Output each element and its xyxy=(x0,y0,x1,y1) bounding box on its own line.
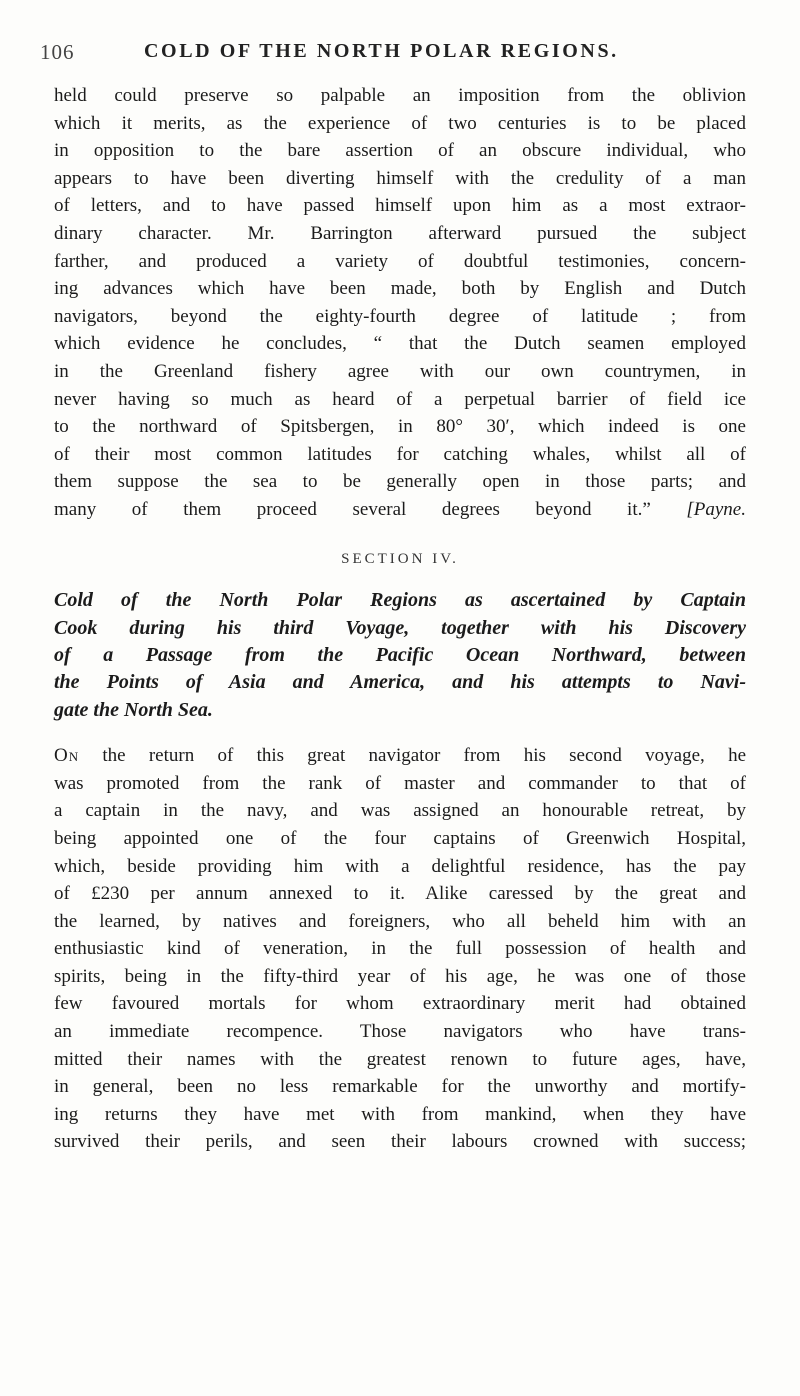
drop-word: On xyxy=(54,745,80,767)
text-line: ing returns they have met with from mankind, when they have xyxy=(54,1103,746,1125)
text-line: spirits, being in the fifty-third year of his age, he was one of those xyxy=(54,965,746,987)
running-head: COLD OF THE NORTH POLAR REGIONS. xyxy=(144,40,619,62)
text-line: of their most common latitudes for catching whales, whilst all of xyxy=(54,443,746,465)
text-line: which evidence he concludes, “ that the Dutch seamen employed xyxy=(54,333,746,355)
section-title-line: gate the North Sea. xyxy=(54,698,213,721)
text-line: the learned, by natives and foreigners, who all beheld him with an xyxy=(54,910,746,932)
text-line: survived their perils, and seen their labours crowned with success; xyxy=(54,1131,746,1153)
section-title-line: of a Passage from the Pacific Ocean Northward, between xyxy=(54,643,746,666)
attribution: [Payne. xyxy=(686,498,746,520)
page-body xyxy=(54,82,746,1156)
text-line: in the Greenland fishery agree with our own countrymen, in xyxy=(54,360,746,382)
text-line: the return of this great navigator from his second voyage, he xyxy=(102,745,746,767)
section-title-line: Cook during his third Voyage, together with his Discovery xyxy=(54,616,746,639)
text-line: held could preserve so palpable an imposition from the oblivion xyxy=(54,85,746,106)
text-line: which it merits, as the experience of two centuries is to be placed xyxy=(54,112,746,134)
text-line: mitted their names with the greatest renown to future ages, have, xyxy=(54,1048,746,1070)
text-line: was promoted from the rank of master and commander to that of xyxy=(54,772,746,794)
text-line: many of them proceed several degrees beyond it.” xyxy=(54,498,651,520)
text-line: never having so much as heard of a perpetual barrier of field ice xyxy=(54,388,746,410)
paragraph-continued xyxy=(54,82,746,524)
paragraph-section-body xyxy=(54,742,746,1156)
section-title xyxy=(54,587,746,724)
text-line: navigators, beyond the eighty-fourth degree of latitude ; from xyxy=(54,305,746,327)
text-line-first xyxy=(54,742,746,770)
text-line: ing advances which have been made, both by English and Dutch xyxy=(54,278,746,300)
text-line: which, beside providing him with a delightful residence, has the pay xyxy=(54,855,746,877)
text-line: to the northward of Spitsbergen, in 80° 30′, which indeed is one xyxy=(54,416,746,438)
text-line: of £230 per annum annexed to it. Alike caressed by the great and xyxy=(54,883,746,905)
section-title-line: Cold of the North Polar Regions as ascertained by Captain xyxy=(54,589,746,612)
text-line-with-attribution xyxy=(54,496,746,524)
text-line: in general, been no less remarkable for the unworthy and mortify- xyxy=(54,1076,746,1098)
section-title-line: the Points of Asia and America, and his attempts to Navi- xyxy=(54,671,746,694)
text-line: them suppose the sea to be generally open in those parts; and xyxy=(54,471,746,493)
text-line: a captain in the navy, and was assigned an honourable retreat, by xyxy=(54,800,746,822)
text-line: enthusiastic kind of veneration, in the full possession of health and xyxy=(54,938,746,960)
section-label: SECTION IV. xyxy=(341,550,459,567)
text-line: few favoured mortals for whom extraordinary merit had obtained xyxy=(54,993,746,1015)
text-line: in opposition to the bare assertion of an obscure individual, who xyxy=(54,140,746,162)
text-line: of letters, and to have passed himself upon him as a most extraor- xyxy=(54,195,746,217)
text-line: dinary character. Mr. Barrington afterward pursued the subject xyxy=(54,222,746,244)
text-line: being appointed one of the four captains of Greenwich Hospital, xyxy=(54,827,746,849)
text-line: appears to have been diverting himself with the credulity of a man xyxy=(54,167,746,189)
text-line: farther, and produced a variety of doubtful testimonies, concern- xyxy=(54,250,746,272)
page-header xyxy=(40,40,760,74)
text-line: an immediate recompence. Those navigators who have trans- xyxy=(54,1021,746,1043)
page-number: 106 xyxy=(40,40,75,64)
